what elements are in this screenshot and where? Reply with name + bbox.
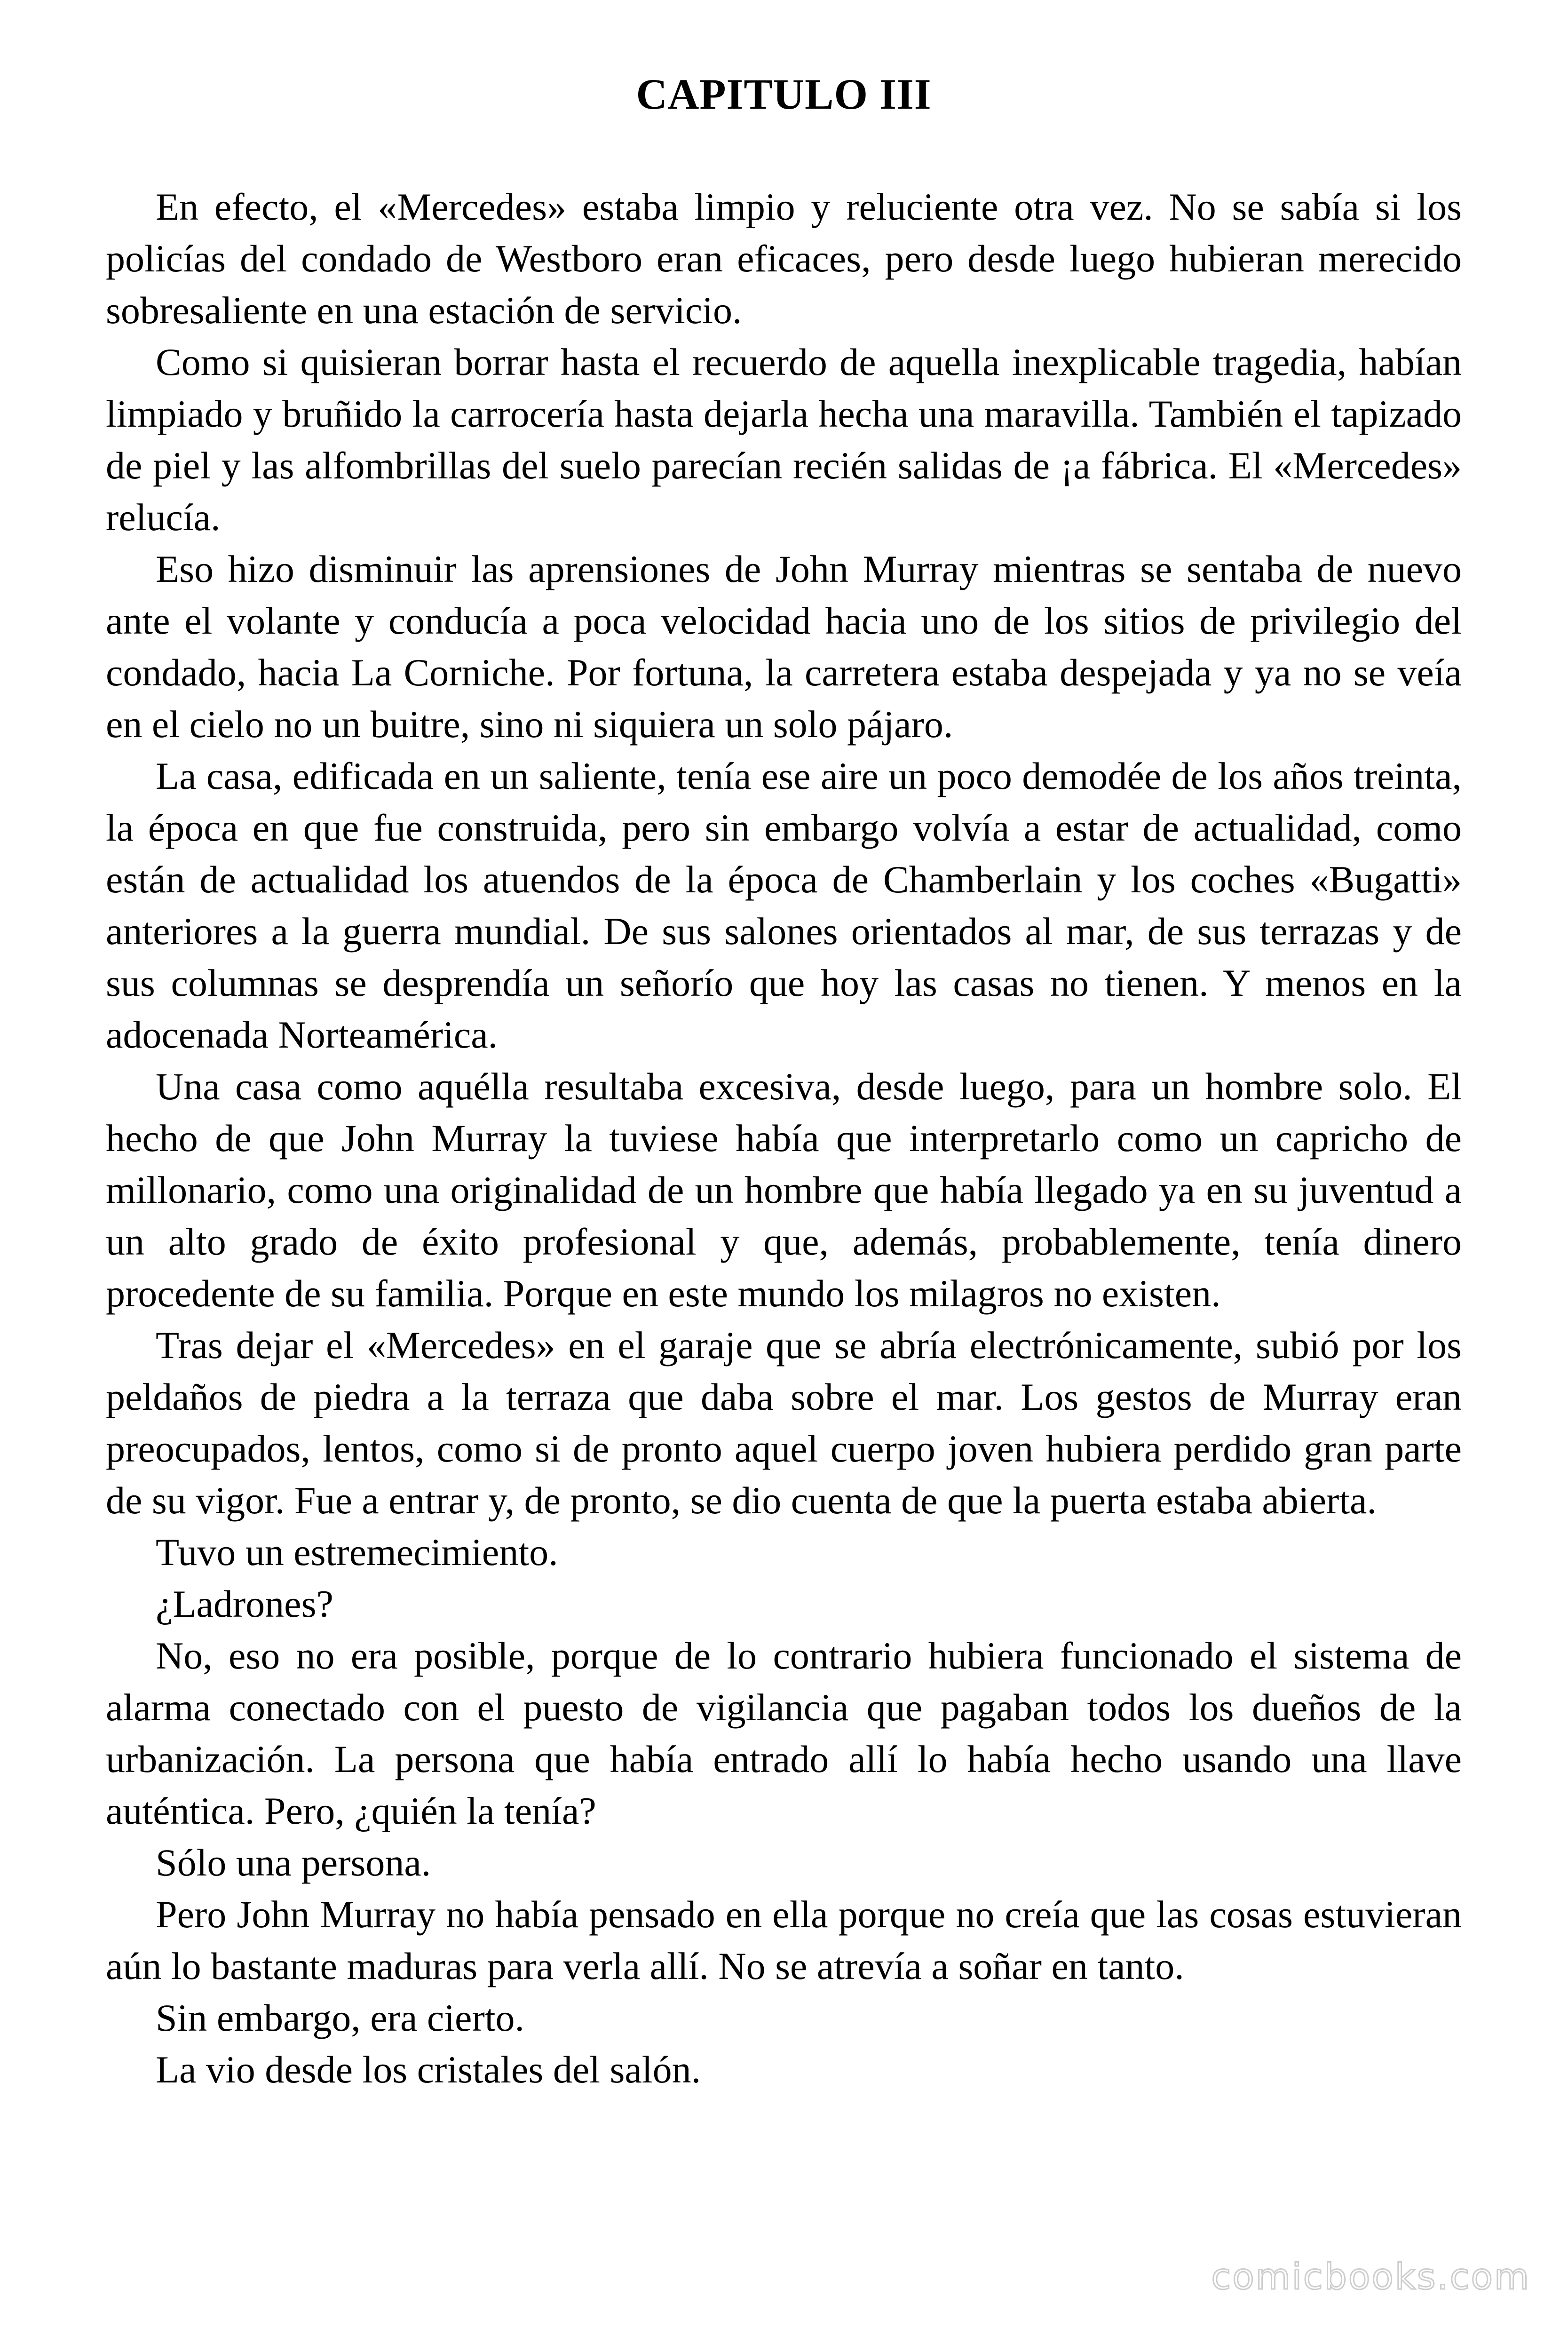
paragraph: En efecto, el «Mercedes» estaba limpio y reluciente otra vez. No se sabía si los policías del condado de Westboro eran eficaces, pero desde luego hubieran merecido sobresaliente en una estación de servicio.: [106, 185, 1462, 332]
paragraph: Una casa como aquélla resultaba excesiva, desde luego, para un hombre solo. El hecho de que John Murray la tuviese había que interpretarlo como un capricho de millonario, como una originalidad de un hombre que había llegado ya en su juventud a un alto grado de éxito profesional y que, además, probablemente, tenía dinero procedente de su familia. Porque en este mundo los milagros no existen.: [106, 1065, 1462, 1315]
book-page: [106, 0, 1462, 2352]
paragraph: La casa, edificada en un saliente, tenía ese aire un poco demodée de los años treinta, la época en que fue construida, pero sin embargo volvía a estar de actualidad, como están de actualidad los atuendos de la época de Chamberlain y los coches «Bugatti» anteriores a la guerra mundial. De sus salones orientados al mar, de sus terrazas y de sus columnas se desprendía un señorío que hoy las casas no tienen. Y menos en la adocenada Norteamérica.: [106, 755, 1462, 1056]
paragraph: Tuvo un estremecimiento.: [156, 1531, 558, 1573]
watermark: comicbooks.com: [1211, 2256, 1530, 2297]
paragraph: ¿Ladrones?: [156, 1582, 333, 1625]
paragraph: Pero John Murray no había pensado en ella porque no creía que las cosas estuvieran aún lo bastante maduras para verla allí. No se atrevía a soñar en tanto.: [106, 1893, 1462, 1987]
paragraph: Eso hizo disminuir las aprensiones de John Murray mientras se sentaba de nuevo ante el volante y conducía a poca velocidad hacia uno de los sitios de privilegio del condado, hacia La Corniche. Por fortuna, la carretera estaba despejada y ya no se veía en el cielo no un buitre, sino ni siquiera un solo pájaro.: [106, 548, 1462, 746]
chapter-title: CAPITULO III: [636, 70, 932, 118]
paragraph: Sin embargo, era cierto.: [156, 1996, 525, 2039]
paragraph: Sólo una persona.: [156, 1841, 431, 1884]
paragraph: No, eso no era posible, porque de lo contrario hubiera funcionado el sistema de alarma conectado con el puesto de vigilancia que pagaban todos los dueños de la urbanización. La persona que había entrado allí lo había hecho usando una llave auténtica. Pero, ¿quién la tenía?: [106, 1634, 1462, 1832]
chapter-body: [106, 181, 1462, 2096]
paragraph: La vio desde los cristales del salón.: [156, 2048, 701, 2091]
paragraph: Como si quisieran borrar hasta el recuerdo de aquella inexplicable tragedia, habían limpiado y bruñido la carrocería hasta dejarla hecha una maravilla. También el tapizado de piel y las alfombrillas del suelo parecían recién salidas de ¡a fábrica. El «Mercedes» relucía.: [106, 341, 1462, 539]
paragraph: Tras dejar el «Mercedes» en el garaje que se abría electrónicamente, subió por los peldaños de piedra a la terraza que daba sobre el mar. Los gestos de Murray eran preocupados, lentos, como si de pronto aquel cuerpo joven hubiera perdido gran parte de su vigor. Fue a entrar y, de pronto, se dio cuenta de que la puerta estaba abierta.: [106, 1324, 1462, 1522]
